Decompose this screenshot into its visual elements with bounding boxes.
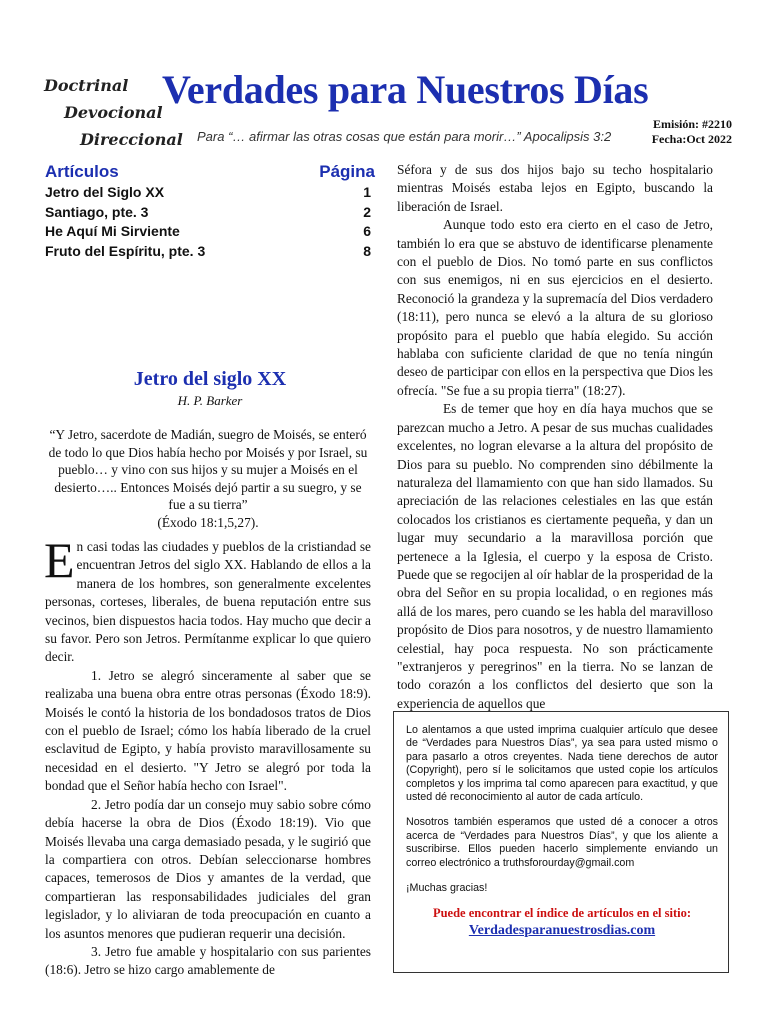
- reprint-notice-box: [393, 711, 729, 973]
- toc-item[interactable]: [45, 203, 375, 223]
- intro-paragraph: [44, 532, 371, 667]
- toc-item-page: 1: [363, 184, 371, 200]
- toc-item-page: 6: [363, 223, 371, 239]
- toc-header: [45, 162, 375, 183]
- toc-item-title: Santiago, pte. 3: [45, 203, 149, 220]
- body-paragraph: 1. Jetro se alegró sinceramente al saber que se realizaba una buena obra entre otras personas (Éxodo 18:9). Moisés le contó la historia de los bondadosos tratos de Dios con el pueblo de Israel; cómo los había liberado de la cruel esclavitud de Egipto, y había provisto maravillosamente su necesidad en el desierto. "Y Jetro se alegró por toda la bondad que el Señor había hecho con Israel".: [45, 667, 371, 794]
- body-paragraph: Aunque todo esto era cierto en el caso de Jetro, también lo era que se abstuvo de identificarse plenamente con el pueblo de Dios. No tomó parte en sus conflictos con sus enemigos, ni en sus ejercicios en el desierto. Reconoció la grandeza y la supremacía del Dios verdadero (18:11), pero nunca se elevó a la altura de su glorioso propósito para el pueblo que había elegido. Su acción hablaba con suficiente claridad de que no tenía ningún deseo de participar con ellos en la perspectiva que Dios les ofrecía. "Se fue a su propia tierra" (18:27).: [397, 217, 713, 398]
- toc-item-page: 8: [363, 242, 371, 259]
- article-author: H. P. Barker: [177, 393, 243, 408]
- issue-date: Fecha:Oct 2022: [651, 132, 732, 146]
- article-left-column: [44, 532, 371, 980]
- toc-item[interactable]: [45, 242, 375, 262]
- issue-info: [640, 117, 732, 147]
- quote-reference: (Éxodo 18:1,5,27).: [157, 514, 259, 530]
- epigraph-quote: [45, 426, 371, 531]
- table-of-contents: [45, 162, 375, 261]
- notice-paragraph: Lo alentamos a que usted imprima cualquier artículo que desee de “Verdades para Nuestros Días”, ya sea para usted mismo o para pasarlo a otros creyentes. Nada tiene derechos de autor (Copyright), pero sí le solicitamos que usted copie los artículos completos y los imprima tal como aparecen para exactitud, y que usted dé reconocimiento al autor de cada artículo.: [406, 724, 718, 804]
- newsletter-tagline: Para “… afirmar las otras cosas que están para morir…” Apocalipsis 3:2: [197, 129, 612, 144]
- intro-text: n casi todas las ciudades y pueblos de la cristiandad se encuentran Jetros del siglo XX. Hablando de ellos a la manera de los hombres, son generalmente excelentes personas, corteses, liberales, de buena reputación entre sus vecinos, bien dispuestos hacia todos. Hay mucho que decir a su favor. Pero son Jetros. Permítanme explicar lo que quiero decir.: [45, 539, 371, 665]
- side-word-devocional: Devocional: [64, 103, 163, 122]
- side-word-doctrinal: Doctrinal: [44, 76, 129, 95]
- side-word-direccional: Direccional: [80, 130, 183, 149]
- drop-cap: E: [44, 532, 75, 588]
- notice-thanks: ¡Muchas gracias!: [406, 882, 488, 895]
- body-paragraph: 3. Jetro fue amable y hospitalario con sus parientes (18:6). Jetro se hizo cargo amablemente de: [45, 943, 371, 978]
- toc-item[interactable]: [45, 222, 375, 242]
- article-right-column: [397, 161, 713, 713]
- body-paragraph: Es de temer que hoy en día haya muchos que se parezcan mucho a Jetro. A pesar de sus muchas cualidades excelentes, no logran elevarse a la altura del propósito de Dios para su pueblo. No comprenden sino débilmente la naturaleza del llamamiento con que han sido llamados. Su apreciación de las relaciones celestiales en las que están colocados los cristianos es ciertamente pequeña, y dan un lugar muy secundario a la maravillosa porción que pertenece a la Iglesia, el cuerpo y la esposa de Cristo. Puede que se regocijen al oír hablar de la prosperidad de la obra del Señor en su propia localidad, o en regiones más allá de los mares, pero cuando se les habla del maravilloso propósito de Dios para nosotros, y de nuestro llamamiento celestial, hay poca respuesta. No son prácticamente "extranjeros y peregrinos" en la tierra. No se lanzan de todo corazón a los conflictos del desierto que son la experiencia de aquellos que: [397, 401, 713, 711]
- article-title: Jetro del siglo XX: [133, 368, 287, 390]
- toc-item-page: 2: [363, 203, 371, 220]
- toc-item[interactable]: [45, 183, 375, 203]
- toc-item-title: He Aquí Mi Sirviente: [45, 223, 180, 239]
- quote-text: “Y Jetro, sacerdote de Madián, suegro de Moisés, se enteró de todo lo que Dios había hecho por Moisés y por Israel, su pueblo… y vino con sus hijos y su mujer a Moisés en el desierto….. Entonces Moisés dejó partir a su suegro, y se fue a su tierra”: [48, 427, 368, 512]
- toc-item-title: Jetro del Siglo XX: [45, 184, 165, 200]
- toc-heading-page: Página: [319, 162, 375, 181]
- issue-number: Emisión: #2210: [652, 117, 732, 131]
- toc-heading-articles: Artículos: [45, 162, 119, 181]
- website-link[interactable]: Verdadesparanuestrosdias.com: [468, 922, 656, 938]
- toc-item-title: Fruto del Espíritu, pte. 3: [45, 242, 206, 259]
- notice-paragraph: Nosotros también esperamos que usted dé a conocer a otros acerca de “Verdades para Nuestros Días”, y que los aliente a suscribirse. Ellos pueden hacerlo simplemente enviando un correo electrónico a truthsforourday@gmail.com: [406, 816, 718, 869]
- index-notice: Puede encontrar el índice de artículos en el sitio:: [432, 906, 692, 921]
- body-paragraph: Séfora y de sus dos hijos bajo su techo hospitalario mientras Moisés estaba lejos en Egipto, buscando la liberación de Israel.: [397, 162, 713, 214]
- newsletter-title: Verdades para Nuestros Días: [162, 67, 649, 112]
- body-paragraph: 2. Jetro podía dar un consejo muy sabio sobre cómo debía hacerse la obra de Dios (Éxodo 18:19). Vio que Moisés llevaba una carga demasiado pesada, y le sugirió que la compartiera con otros. Debían seleccionarse hombres capaces, temerosos de Dios y amantes de la verdad, que compartieran las responsabilidades judiciales del gran legislador, y lo aliviaran de toda preocupación en cuanto a los asuntos menores que pudieran requerir una decisión.: [45, 796, 371, 941]
